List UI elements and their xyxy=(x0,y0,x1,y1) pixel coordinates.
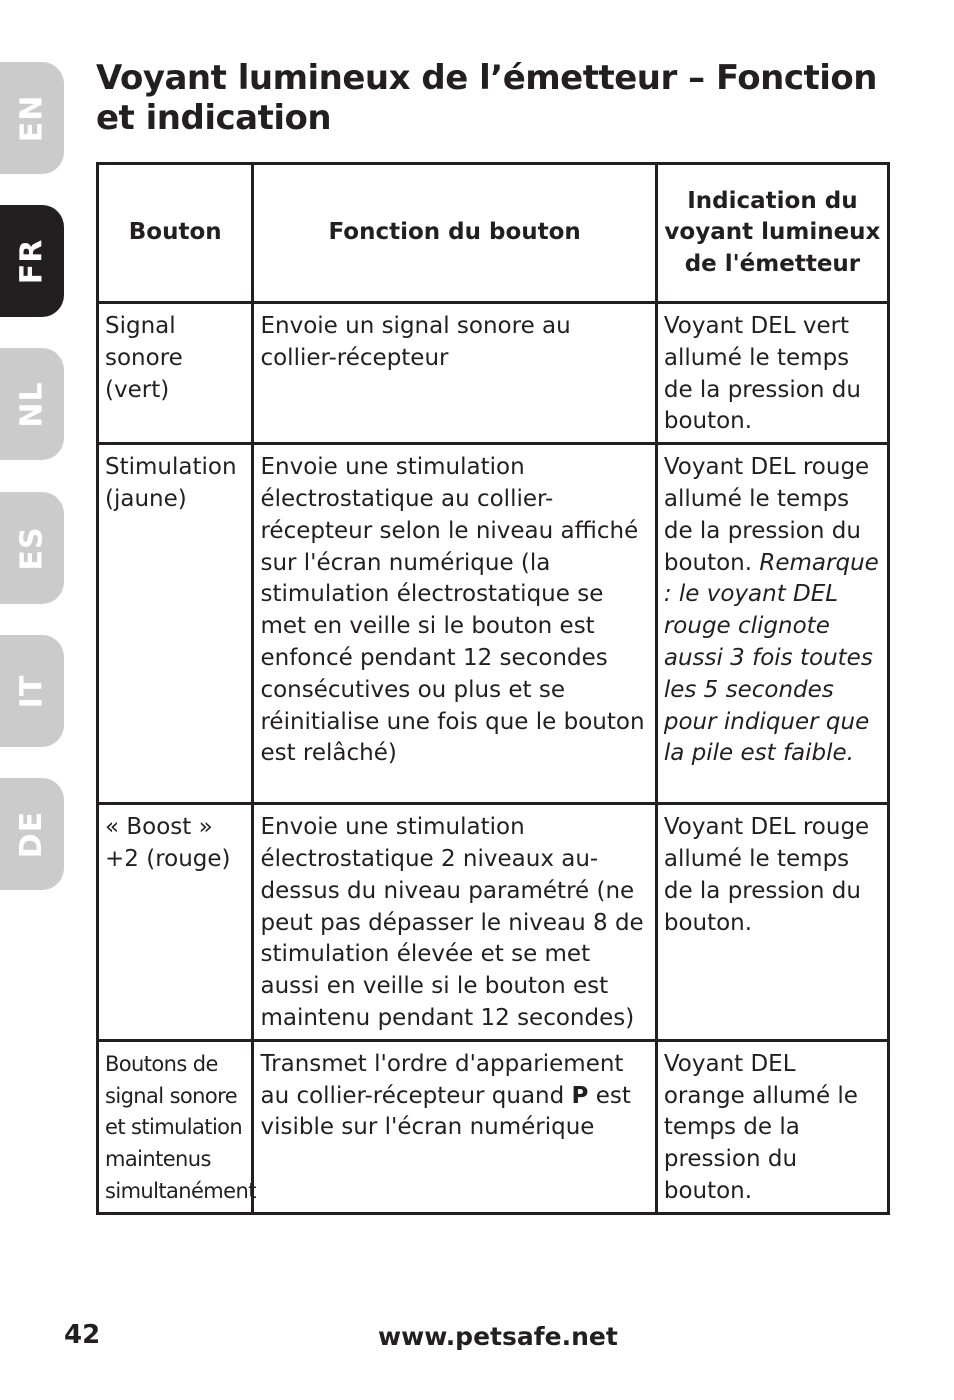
lang-tab-label: IT xyxy=(14,674,50,708)
battery-note: Remarque : le voyant DEL rouge clignote aussi 3 fois toutes les 5 secondes pour indiquer que la pile est faible. xyxy=(663,549,879,767)
function-text: Transmet l'ordre d'appariement au collier-récepteur quand xyxy=(260,1050,624,1109)
lang-tab-en[interactable] xyxy=(0,62,64,174)
table-row xyxy=(98,303,889,444)
page-number: 42 xyxy=(64,1320,101,1350)
table-row xyxy=(98,804,889,1041)
cell-button: « Boost » +2 (rouge) xyxy=(98,804,253,1041)
table-row xyxy=(98,1040,889,1213)
lang-tab-label: EN xyxy=(14,94,50,142)
website-url[interactable]: www.petsafe.net xyxy=(378,1322,618,1351)
lang-tab-label: ES xyxy=(14,525,50,571)
cell-indication: Voyant DEL vert allumé le temps de la pression du bouton. xyxy=(656,303,888,444)
header-button: Bouton xyxy=(98,164,253,303)
button-function-table xyxy=(96,162,890,1215)
cell-function: Envoie un signal sonore au collier-récepteur xyxy=(253,303,656,444)
cell-function: Envoie une stimulation électrostatique 2 niveaux au-dessus du niveau paramétré (ne peut pas dépasser le niveau 8 de stimulation élevée et se met aussi en veille si le bouton est maintenu pendant 12 secondes) xyxy=(253,804,656,1041)
lang-tab-label: DE xyxy=(14,810,50,858)
lang-tab-fr[interactable] xyxy=(0,205,64,317)
header-indication: Indication du voyant lumineux de l'émetteur xyxy=(656,164,888,303)
lang-tab-label: NL xyxy=(14,380,50,428)
function-text: est visible sur l'écran numérique xyxy=(260,1082,631,1141)
pairing-symbol: P xyxy=(571,1082,589,1109)
cell-button: Signal sonore (vert) xyxy=(98,303,253,444)
cell-indication: Voyant DEL orange allumé le temps de la pression du bouton. xyxy=(656,1040,888,1213)
cell-button: Stimulation (jaune) xyxy=(98,444,253,804)
header-function: Fonction du bouton xyxy=(253,164,656,303)
table-header-row xyxy=(98,164,889,303)
table-row xyxy=(98,444,889,804)
cell-indication: Voyant DEL rouge allumé le temps de la pression du bouton. xyxy=(656,804,888,1041)
cell-button: Boutons de signal sonore et stimulation maintenus simultanément xyxy=(98,1040,253,1213)
cell-indication xyxy=(656,444,888,804)
cell-function: Envoie une stimulation électrostatique au collier-récepteur selon le niveau affiché sur l'écran numérique (la stimulation électrostatique se met en veille si le bouton est enfoncé pendant 12 secondes consécutives ou plus et se réinitialise une fois que le bouton est relâché) xyxy=(253,444,656,804)
cell-function xyxy=(253,1040,656,1213)
lang-tab-de[interactable] xyxy=(0,778,64,890)
lang-tab-nl[interactable] xyxy=(0,348,64,460)
lang-tab-label: FR xyxy=(14,238,50,284)
lang-tab-it[interactable] xyxy=(0,635,64,747)
lang-tab-es[interactable] xyxy=(0,492,64,604)
indication-text: Voyant DEL rouge allumé le temps de la pression du bouton. xyxy=(663,454,870,576)
page-title: Voyant lumineux de l’émetteur – Fonction et indication xyxy=(96,58,877,138)
